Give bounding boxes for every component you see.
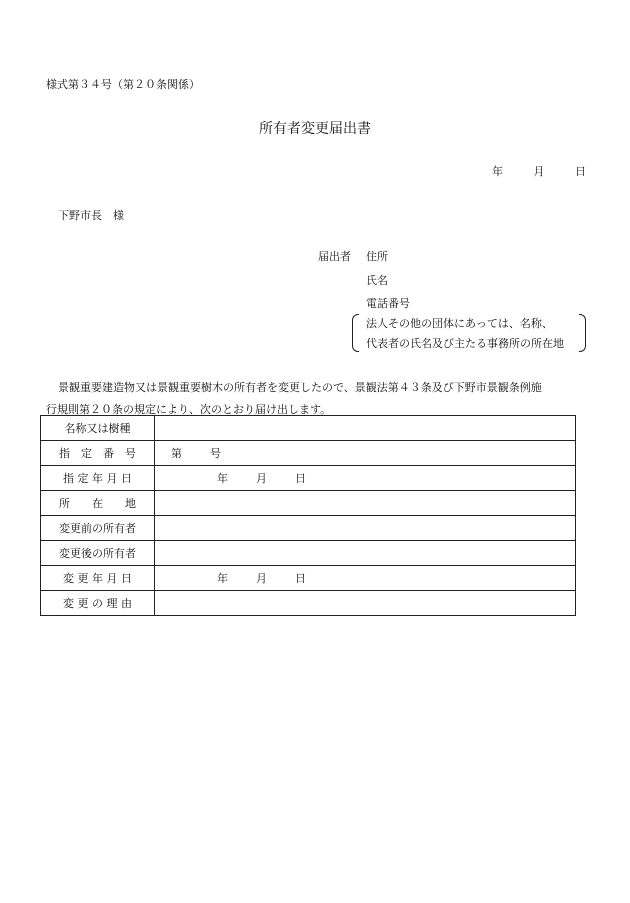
row-label-location: 所 在 地 [41,491,155,516]
form-number: 様式第３４号（第２０条関係） [46,78,200,91]
notifier-name-label: 氏名 [366,274,388,287]
table-row [41,516,576,541]
row-label-name: 名称又は樹種 [41,416,155,441]
row-value-location[interactable] [155,491,576,516]
row-value-change-reason[interactable] [155,591,576,616]
addressee: 下野市長 様 [58,209,124,222]
designation-month: 月 [256,472,267,485]
table-row [41,566,576,591]
corporation-note-line1: 法人その他の団体にあっては、名称、 [366,317,553,330]
date-year-label: 年 [492,165,503,178]
table-row [41,591,576,616]
date-month-label: 月 [533,165,545,178]
row-label-designation-number: 指 定 番 号 [41,441,155,466]
row-label-change-reason: 変 更 の 理 由 [41,591,155,616]
table-row [41,491,576,516]
row-value-previous-owner[interactable] [155,516,576,541]
date-day-label: 日 [575,165,586,178]
table-row [41,466,576,491]
table-row [41,441,576,466]
designation-day: 日 [295,472,306,485]
page-title: 所有者変更届出書 [259,121,371,137]
submission-date [465,163,586,179]
change-year: 年 [217,572,228,585]
table-row [41,416,576,441]
change-day: 日 [295,572,306,585]
corporation-note [356,312,582,352]
change-month: 月 [256,572,267,585]
row-value-designation-number[interactable] [155,441,576,466]
bracket-right [579,314,586,352]
row-value-designation-date[interactable] [155,466,576,491]
designation-prefix: 第 [171,447,182,460]
row-label-previous-owner: 変更前の所有者 [41,516,155,541]
corporation-note-line2: 代表者の氏名及び主たる事務所の所在地 [366,337,564,350]
table-row [41,541,576,566]
statement-line1: 景観重要建造物又は景観重要樹木の所有者を変更したので、景観法第４３条及び下野市景観条例施 [58,381,542,394]
statement-line2: 行規則第２０条の規定により、次のとおり届け出します。 [46,403,332,416]
designation-suffix: 号 [210,447,221,460]
notifier-label: 届出者 [318,250,351,263]
row-label-designation-date: 指 定 年 月 日 [41,466,155,491]
row-label-change-date: 変 更 年 月 日 [41,566,155,591]
row-value-name[interactable] [155,416,576,441]
designation-year: 年 [217,472,228,485]
row-value-new-owner[interactable] [155,541,576,566]
row-label-new-owner: 変更後の所有者 [41,541,155,566]
bracket-left [352,314,359,352]
info-table [40,415,576,616]
row-value-change-date[interactable] [155,566,576,591]
notifier-address-label: 住所 [366,250,388,263]
notifier-phone-label: 電話番号 [366,297,410,310]
